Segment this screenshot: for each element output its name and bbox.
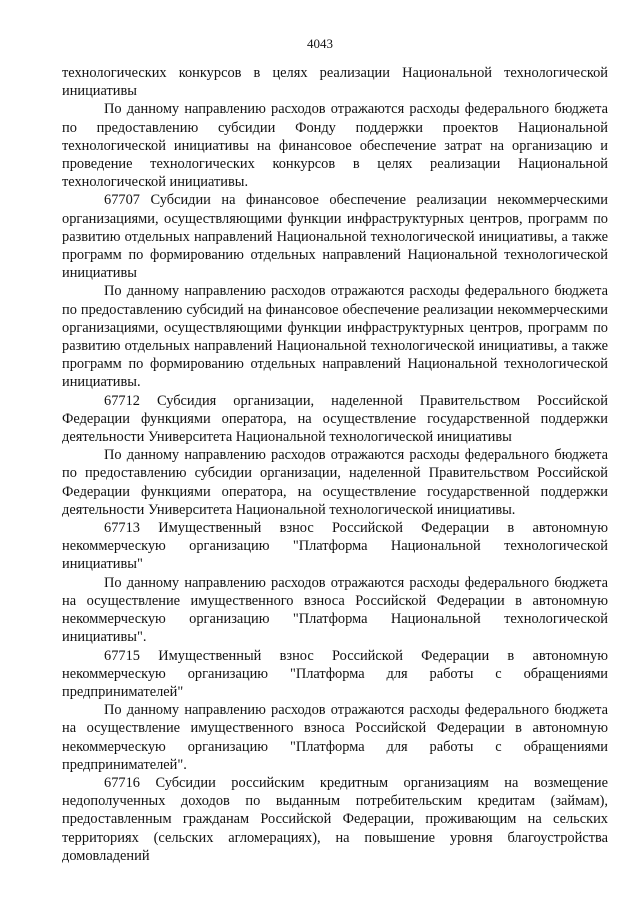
paragraph: По данному направлению расходов отражаются расходы федерального бюджета по предоставлению субсидии Фонду поддержки проектов Национальной технологической инициативы на финансовое обеспечение затрат на организацию и проведение технологических конкурсов в целях реализации Национальной технологической инициативы.	[62, 101, 608, 191]
document-body	[62, 64, 608, 865]
paragraph: 67715 Имущественный взнос Российской Федерации в автономную некоммерческую организацию "Платформа для работы с обращениями предпринимателей"	[62, 647, 608, 700]
paragraph: По данному направлению расходов отражаются расходы федерального бюджета на осуществление имущественного взноса Российской Федерации в автономную некоммерческую организацию "Платформа для работы с обращениями предпринимателей".	[62, 702, 608, 773]
paragraph: По данному направлению расходов отражаются расходы федерального бюджета по предоставлению субсидий на финансовое обеспечение реализации некоммерческими организациями, осуществляющими функции инфраструктурных центров, программ по развитию отдельных направлений Национальной технологической инициативы, а также программ по формированию отдельных направлений Национальной технологической инициативы.	[62, 283, 608, 391]
paragraph: По данному направлению расходов отражаются расходы федерального бюджета на осуществление имущественного взноса Российской Федерации в автономную некоммерческую организацию "Платформа Национальной технологической инициативы".	[62, 574, 608, 646]
paragraph: 67712 Субсидия организации, наделенной Правительством Российской Федерации функциями оператора, на осуществление государственной поддержки деятельности Университета Национальной технологической инициативы	[62, 392, 608, 446]
page-number: 4043	[307, 36, 333, 51]
paragraph: По данному направлению расходов отражаются расходы федерального бюджета по предоставлению субсидии организации, наделенной Правительством Российской Федерации функциями оператора, на осуществление государственной поддержки деятельности Университета Национальной технологической инициативы.	[62, 447, 608, 518]
paragraph: 67713 Имущественный взнос Российской Федерации в автономную некоммерческую организацию "Платформа Национальной технологической инициативы"	[62, 520, 608, 573]
paragraph: технологических конкурсов в целях реализации Национальной технологической инициативы	[62, 65, 608, 100]
paragraph: 67707 Субсидии на финансовое обеспечение реализации некоммерческими организациями, осуществляющими функции инфраструктурных центров, программ по развитию отдельных направлений Национальной технологической инициативы, а также программ по формированию отдельных направлений Национальной технологической инициативы	[62, 192, 608, 282]
paragraph: 67716 Субсидии российским кредитным организациям на возмещение недополученных доходов по выданным потребительским кредитам (займам), предоставленным гражданам Российской Федерации, проживающим на сельских территориях (сельских агломерациях), на повышение уровня благоустройства домовладений	[62, 774, 608, 864]
